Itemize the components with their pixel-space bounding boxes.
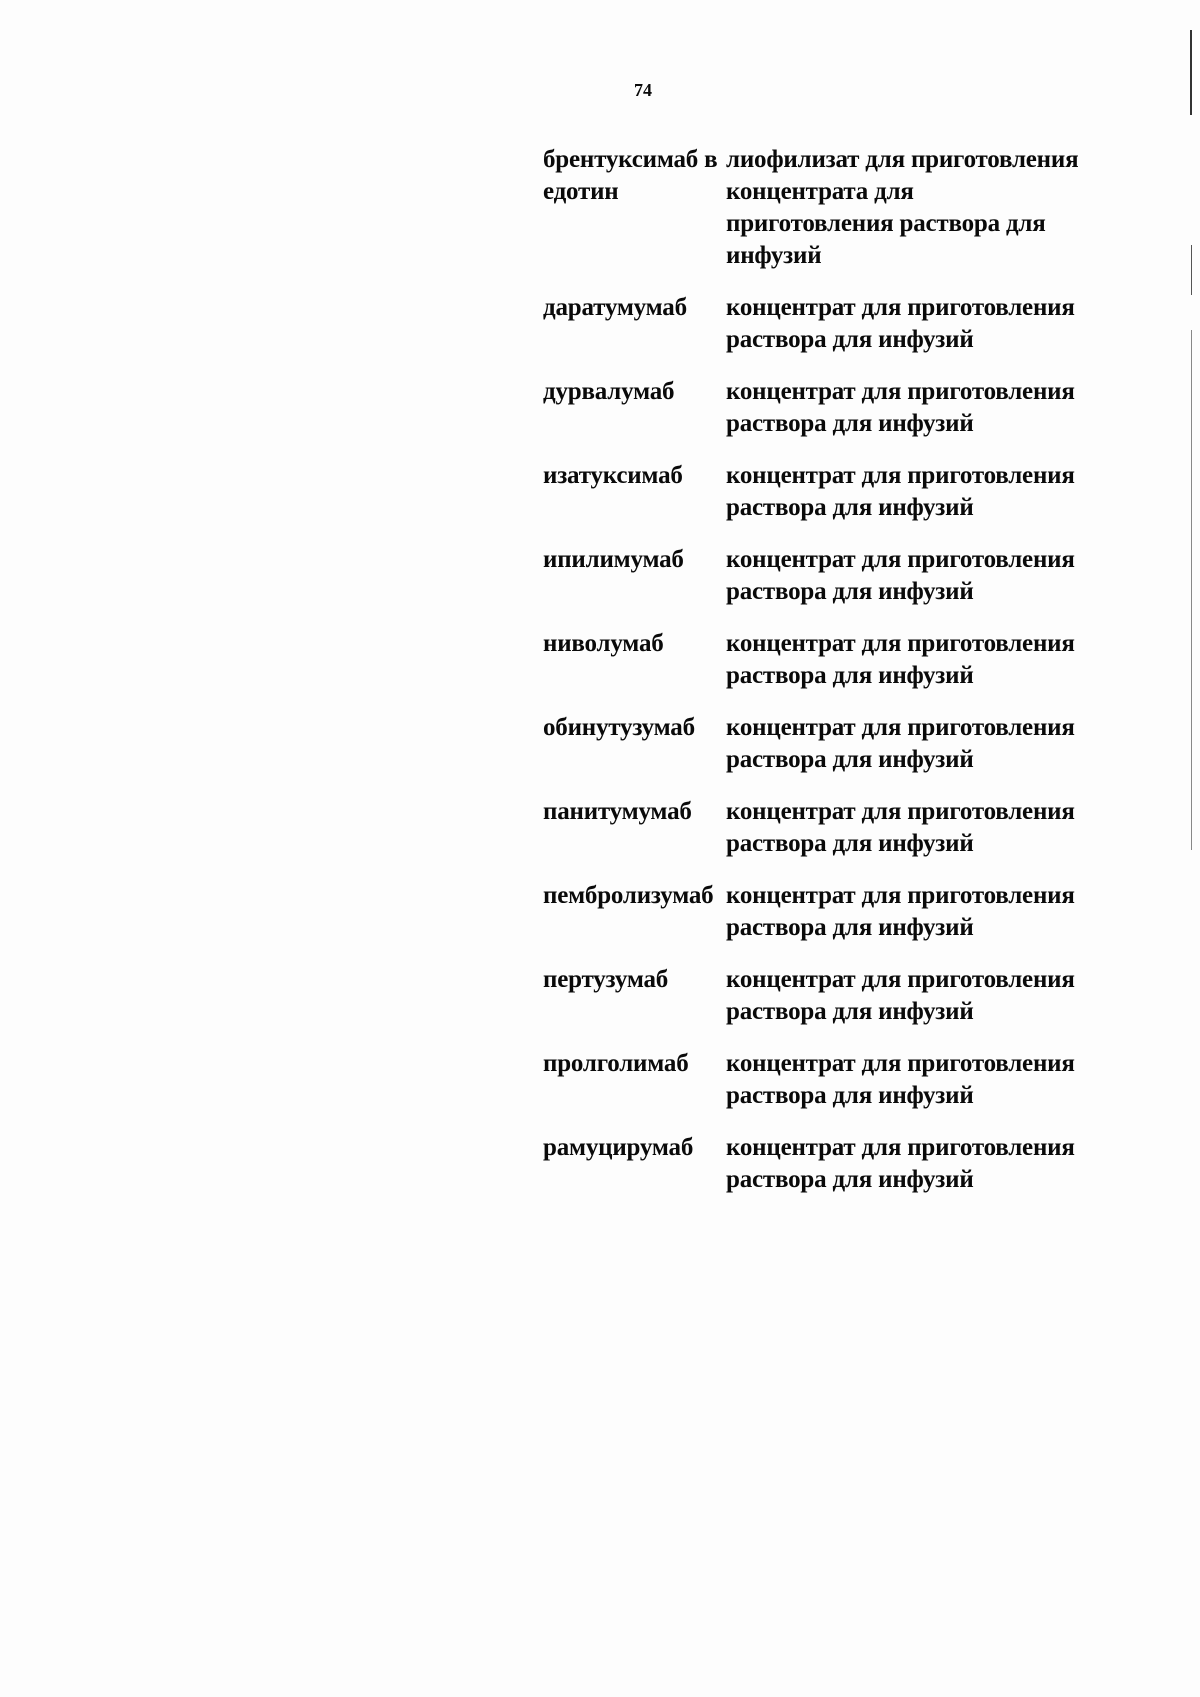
list-item <box>543 712 1083 776</box>
drug-name: ипилимумаб <box>543 546 684 573</box>
list-item <box>543 1132 1083 1196</box>
list-item <box>543 292 1083 356</box>
list-item <box>543 460 1083 524</box>
drug-name: дурвалумаб <box>543 378 675 405</box>
dosage-form: концентрат для приготовления раствора для инфузий <box>726 966 1075 1025</box>
list-item <box>543 144 1083 272</box>
drug-name: пембролизумаб <box>543 882 714 909</box>
dosage-form: концентрат для приготовления раствора для инфузий <box>726 1050 1075 1109</box>
dosage-form: концентрат для приготовления раствора для инфузий <box>726 1134 1075 1193</box>
list-item <box>543 964 1083 1028</box>
list-item <box>543 796 1083 860</box>
scan-edge-mark <box>1190 30 1192 115</box>
drug-name: даратумумаб <box>543 294 687 321</box>
list-item <box>543 1048 1083 1112</box>
dosage-form: концентрат для приготовления раствора для инфузий <box>726 798 1075 857</box>
dosage-form: лиофилизат для приготовления концентрата для приготовления раствора для инфузий <box>726 146 1079 269</box>
dosage-form: концентрат для приготовления раствора для инфузий <box>726 630 1075 689</box>
drug-name: изатуксимаб <box>543 462 683 489</box>
list-item <box>543 880 1083 944</box>
list-item <box>543 376 1083 440</box>
page-number: 74 <box>634 80 652 100</box>
dosage-form: концентрат для приготовления раствора для инфузий <box>726 882 1075 941</box>
scan-edge-mark <box>1191 330 1192 850</box>
drug-name: рамуцирумаб <box>543 1134 694 1161</box>
dosage-form: концентрат для приготовления раствора для инфузий <box>726 546 1075 605</box>
list-item <box>543 628 1083 692</box>
drug-name: панитумумаб <box>543 798 692 825</box>
drug-name: пертузумаб <box>543 966 669 993</box>
drug-list <box>543 144 1083 1216</box>
drug-name: пролголимаб <box>543 1050 689 1077</box>
scan-edge-mark <box>1191 245 1192 295</box>
dosage-form: концентрат для приготовления раствора для инфузий <box>726 714 1075 773</box>
dosage-form: концентрат для приготовления раствора для инфузий <box>726 294 1075 353</box>
drug-name: обинутузумаб <box>543 714 695 741</box>
dosage-form: концентрат для приготовления раствора для инфузий <box>726 378 1075 437</box>
drug-name: брентуксимаб ведотин <box>543 146 718 205</box>
list-item <box>543 544 1083 608</box>
dosage-form: концентрат для приготовления раствора для инфузий <box>726 462 1075 521</box>
drug-name: ниволумаб <box>543 630 664 657</box>
